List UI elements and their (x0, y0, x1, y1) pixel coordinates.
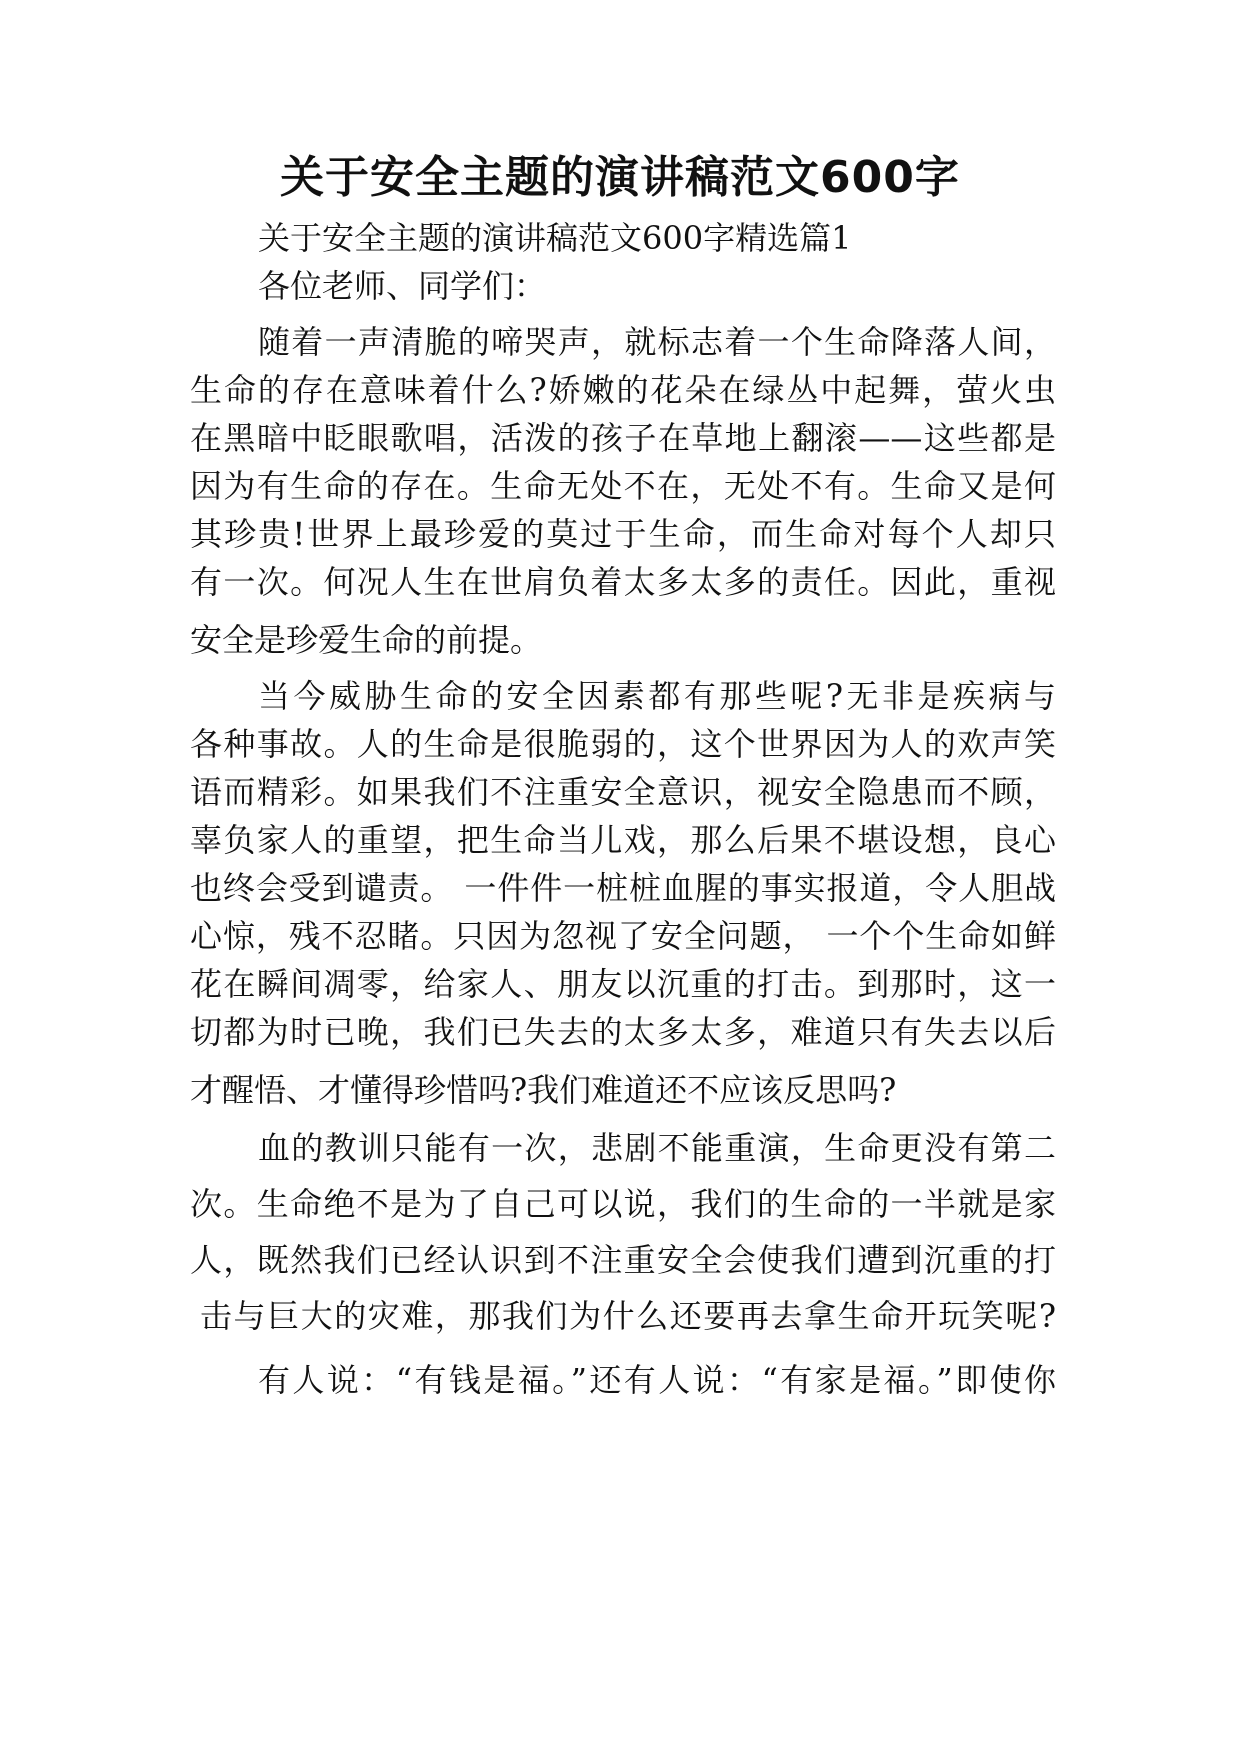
paragraph-line: 击与巨大的灾难，那我们为什么还要再去拿生命开玩笑呢? (200, 1297, 1056, 1335)
paragraph-line: 有一次。何况人生在世肩负着太多太多的责任。因此，重视 (190, 563, 1056, 601)
paragraph-line: 人，既然我们已经认识到不注重安全会使我们遭到沉重的打 (190, 1241, 1056, 1279)
paragraph-line: 生命的存在意味着什么?娇嫩的花朵在绿丛中起舞，萤火虫 (190, 371, 1056, 409)
paragraph-line: 因为有生命的存在。生命无处不在，无处不有。生命又是何 (190, 467, 1056, 505)
paragraph-line: 心惊，残不忍睹。只因为忽视了安全问题， 一个个生命如鲜 (190, 917, 1056, 955)
paragraph-line: 安全是珍爱生命的前提。 (190, 621, 543, 659)
paragraph-line: 血的教训只能有一次，悲剧不能重演，生命更没有第二 (258, 1129, 1056, 1167)
paragraph-line: 辜负家人的重望，把生命当儿戏，那么后果不堪设想，良心 (190, 821, 1056, 859)
paragraph-line: 花在瞬间凋零，给家人、朋友以沉重的打击。到那时，这一 (190, 965, 1056, 1003)
paragraph-line: 次。生命绝不是为了自己可以说，我们的生命的一半就是家 (190, 1185, 1056, 1223)
paragraph-line: 当今威胁生命的安全因素都有那些呢?无非是疾病与 (258, 677, 1056, 715)
paragraph-line: 有人说：“有钱是福。”还有人说：“有家是福。”即使你 (258, 1361, 1056, 1399)
paragraph-line: 随着一声清脆的啼哭声，就标志着一个生命降落人间， (258, 323, 1056, 361)
paragraph-line: 各种事故。人的生命是很脆弱的，这个世界因为人的欢声笑 (190, 725, 1056, 763)
document-title: 关于安全主题的演讲稿范文600字 (280, 152, 960, 203)
paragraph-line: 也终会受到谴责。 一件件一桩桩血腥的事实报道，令人胆战 (190, 869, 1056, 907)
paragraph-line: 才醒悟、才懂得珍惜吗?我们难道还不应该反思吗? (190, 1071, 897, 1109)
paragraph-line: 切都为时已晚，我们已失去的太多太多，难道只有失去以后 (190, 1013, 1056, 1051)
document-subtitle: 关于安全主题的演讲稿范文600字精选篇1 (258, 219, 852, 257)
paragraph-line: 在黑暗中眨眼歌唱，活泼的孩子在草地上翻滚——这些都是 (190, 419, 1056, 457)
paragraph-line: 其珍贵!世界上最珍爱的莫过于生命，而生命对每个人却只 (190, 515, 1056, 553)
paragraph-line: 语而精彩。如果我们不注重安全意识，视安全隐患而不顾， (190, 773, 1056, 811)
greeting-line: 各位老师、同学们： (258, 267, 547, 305)
